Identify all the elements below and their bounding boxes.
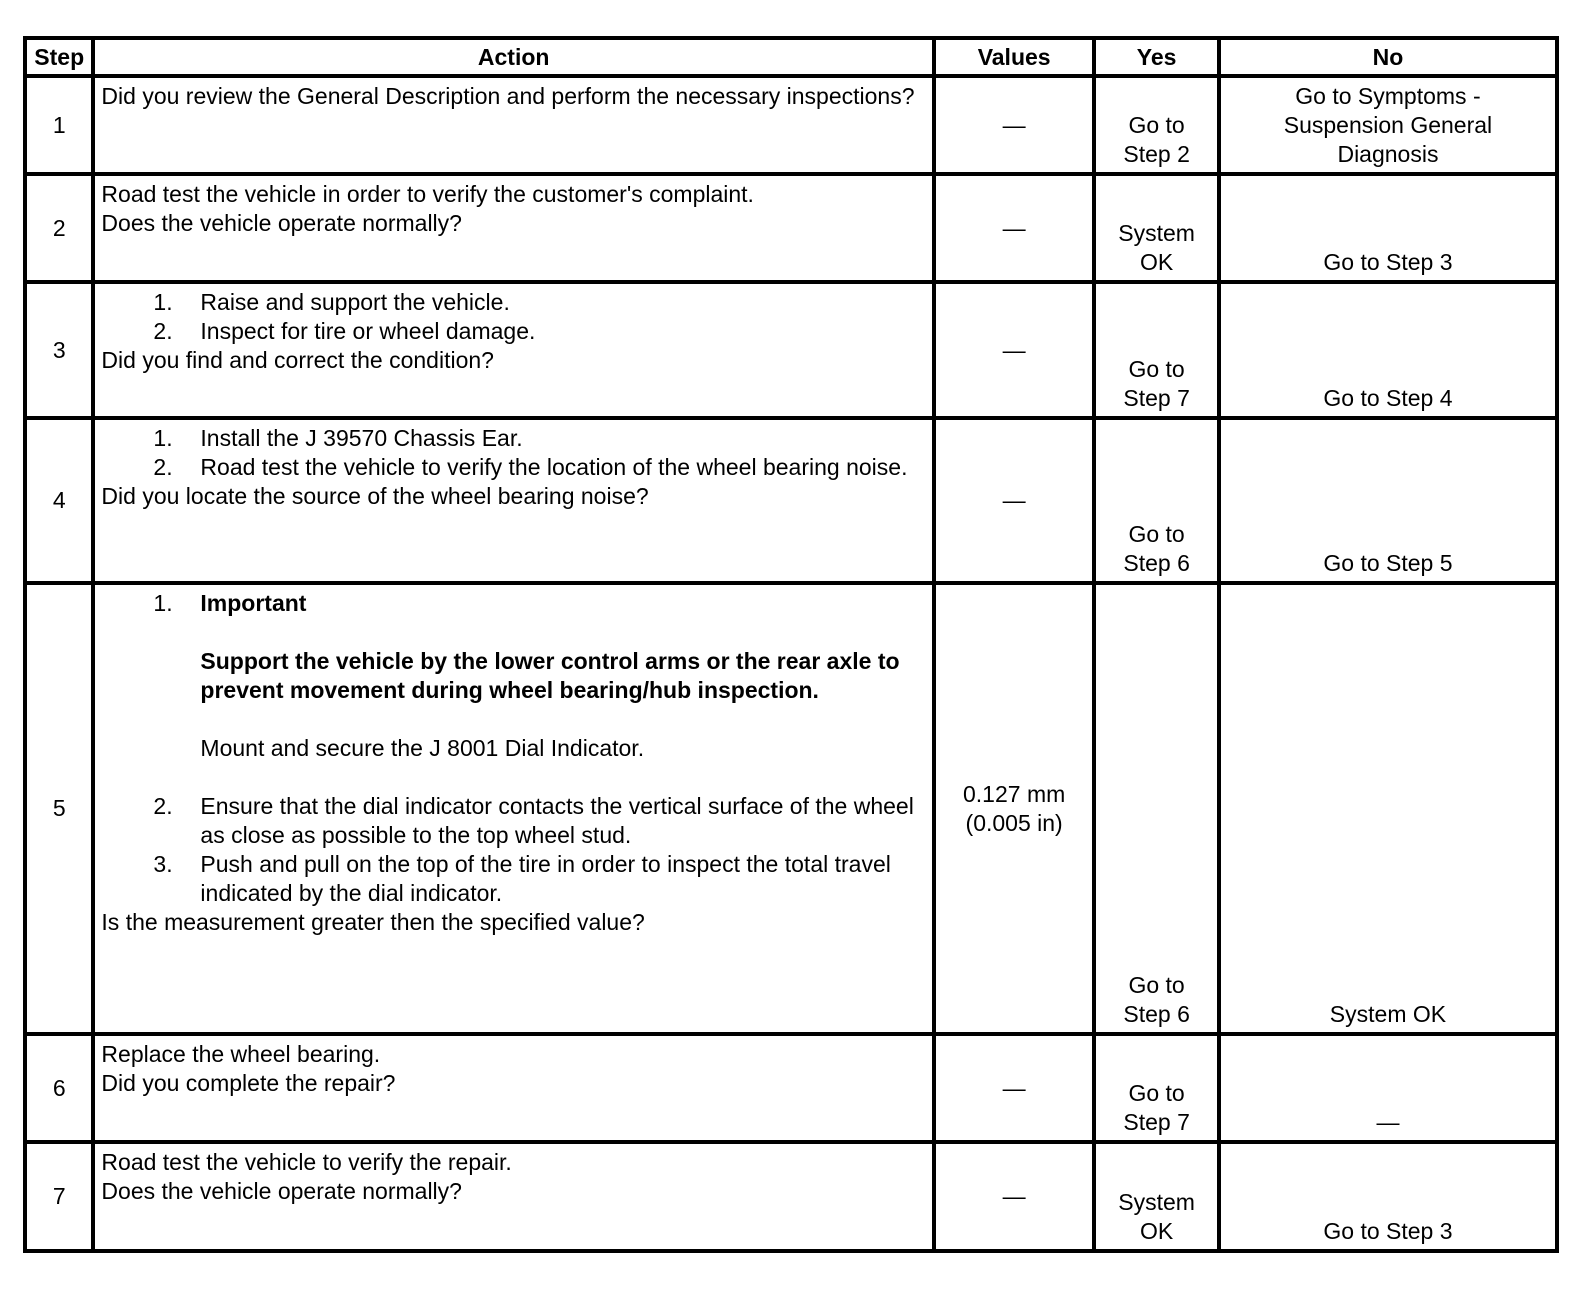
yes-line: Step 6: [1123, 550, 1190, 576]
list-item: [101, 850, 926, 908]
no-cell: [1219, 583, 1557, 1034]
list-item: [101, 792, 926, 850]
mount-text: Mount and secure the J 8001 Dial Indicator.: [200, 735, 645, 761]
yes-cell: [1094, 1142, 1219, 1251]
values-cell: —: [934, 1142, 1094, 1251]
header-values: Values: [934, 38, 1094, 76]
values-cell: [934, 583, 1094, 1034]
header-no: No: [1219, 38, 1557, 76]
item-text: Raise and support the vehicle.: [200, 289, 510, 315]
yes-line: Step 7: [1123, 1109, 1190, 1135]
step-number: 3: [25, 282, 93, 418]
step-number: 2: [25, 174, 93, 282]
action-cell: [93, 1142, 934, 1251]
table-row: [25, 174, 1557, 282]
step-number: 7: [25, 1142, 93, 1251]
no-cell: [1219, 418, 1557, 583]
values-cell: —: [934, 418, 1094, 583]
header-yes: Yes: [1094, 38, 1219, 76]
action-text: Road test the vehicle in order to verify the customer's complaint.: [101, 181, 754, 207]
action-question: Did you find and correct the condition?: [101, 347, 494, 373]
no-line: Go to Step 3: [1323, 1218, 1453, 1244]
action-list: [101, 424, 926, 482]
no-cell: [1219, 76, 1557, 174]
item-number: 2.: [153, 318, 173, 344]
yes-cell: [1094, 76, 1219, 174]
action-list: [101, 589, 926, 908]
item-number: 3.: [153, 851, 173, 877]
yes-line: Go to: [1128, 972, 1185, 998]
no-line: Go to Symptoms -: [1295, 83, 1481, 109]
no-cell: [1219, 1034, 1557, 1142]
action-question: Is the measurement greater then the specified value?: [101, 909, 645, 935]
item-number: 2.: [153, 454, 173, 480]
item-text: Ensure that the dial indicator contacts the vertical surface of the wheel as close as possible to the top wheel stud.: [200, 793, 914, 848]
no-cell: [1219, 1142, 1557, 1251]
table-row: [25, 583, 1557, 1034]
action-cell: [93, 583, 934, 1034]
step-number: 6: [25, 1034, 93, 1142]
no-line: —: [1376, 1109, 1400, 1135]
action-cell: [93, 418, 934, 583]
table-row: [25, 76, 1557, 174]
action-cell: [93, 174, 934, 282]
list-item: [101, 317, 926, 346]
action-text: Replace the wheel bearing.: [101, 1041, 381, 1067]
item-text: Push and pull on the top of the tire in order to inspect the total travel indicated by the dial indicator.: [200, 851, 891, 906]
table-row: [25, 1142, 1557, 1251]
diagnostic-table: [23, 36, 1559, 1253]
action-text: Road test the vehicle to verify the repair.: [101, 1149, 512, 1175]
yes-line: Step 6: [1123, 1001, 1190, 1027]
header-step: Step: [25, 38, 93, 76]
no-cell: [1219, 282, 1557, 418]
yes-cell: [1094, 174, 1219, 282]
no-line: Diagnosis: [1337, 141, 1439, 167]
important-text: Support the vehicle by the lower control arms or the rear axle to prevent movement during wheel bearing/hub inspection.: [200, 648, 900, 703]
list-item: [101, 589, 926, 792]
list-item: [101, 424, 926, 453]
item-text: Inspect for tire or wheel damage.: [200, 318, 536, 344]
action-cell: [93, 282, 934, 418]
yes-cell: [1094, 583, 1219, 1034]
no-line: Go to Step 4: [1323, 385, 1453, 411]
values-cell: —: [934, 1034, 1094, 1142]
action-question: Did you complete the repair?: [101, 1070, 396, 1096]
table-row: [25, 282, 1557, 418]
item-text: Install the J 39570 Chassis Ear.: [200, 425, 523, 451]
yes-cell: [1094, 1034, 1219, 1142]
values-cell: —: [934, 282, 1094, 418]
yes-line: Go to: [1128, 356, 1185, 382]
item-number: 1.: [153, 425, 173, 451]
action-question: Does the vehicle operate normally?: [101, 1178, 462, 1204]
yes-line: OK: [1139, 1218, 1174, 1244]
yes-line: Go to: [1128, 1080, 1185, 1106]
header-action: Action: [93, 38, 934, 76]
header-row: [25, 38, 1557, 76]
no-line: System OK: [1329, 1001, 1447, 1027]
step-number: 5: [25, 583, 93, 1034]
values-cell: —: [934, 174, 1094, 282]
action-question: Does the vehicle operate normally?: [101, 210, 462, 236]
action-text: Did you review the General Description and perform the necessary inspections?: [101, 83, 915, 109]
no-line: Go to Step 5: [1323, 550, 1453, 576]
item-text: [200, 589, 926, 792]
value-metric: 0.127 mm: [963, 780, 1066, 807]
list-item: [101, 453, 926, 482]
item-number: 1.: [153, 590, 173, 616]
action-question: Did you locate the source of the wheel bearing noise?: [101, 483, 649, 509]
yes-cell: [1094, 418, 1219, 583]
step-number: 4: [25, 418, 93, 583]
action-cell: [93, 1034, 934, 1142]
step-number: 1: [25, 76, 93, 174]
yes-line: Go to: [1128, 112, 1185, 138]
action-cell: [93, 76, 934, 174]
item-number: 2.: [153, 793, 173, 819]
no-line: Go to Step 3: [1323, 249, 1453, 275]
yes-line: Go to: [1128, 521, 1185, 547]
yes-line: Step 2: [1123, 141, 1190, 167]
table-row: [25, 418, 1557, 583]
yes-cell: [1094, 282, 1219, 418]
yes-line: System: [1118, 1189, 1195, 1215]
yes-line: OK: [1139, 249, 1174, 275]
yes-line: Step 7: [1123, 385, 1190, 411]
item-text: Road test the vehicle to verify the location of the wheel bearing noise.: [200, 454, 908, 480]
no-cell: [1219, 174, 1557, 282]
values-cell: —: [934, 76, 1094, 174]
table-row: [25, 1034, 1557, 1142]
no-line: Suspension General: [1283, 112, 1493, 138]
important-label: Important: [200, 590, 307, 616]
item-number: 1.: [153, 289, 173, 315]
yes-line: System: [1118, 220, 1195, 246]
action-list: [101, 288, 926, 346]
list-item: [101, 288, 926, 317]
value-imperial: (0.005 in): [965, 809, 1063, 836]
